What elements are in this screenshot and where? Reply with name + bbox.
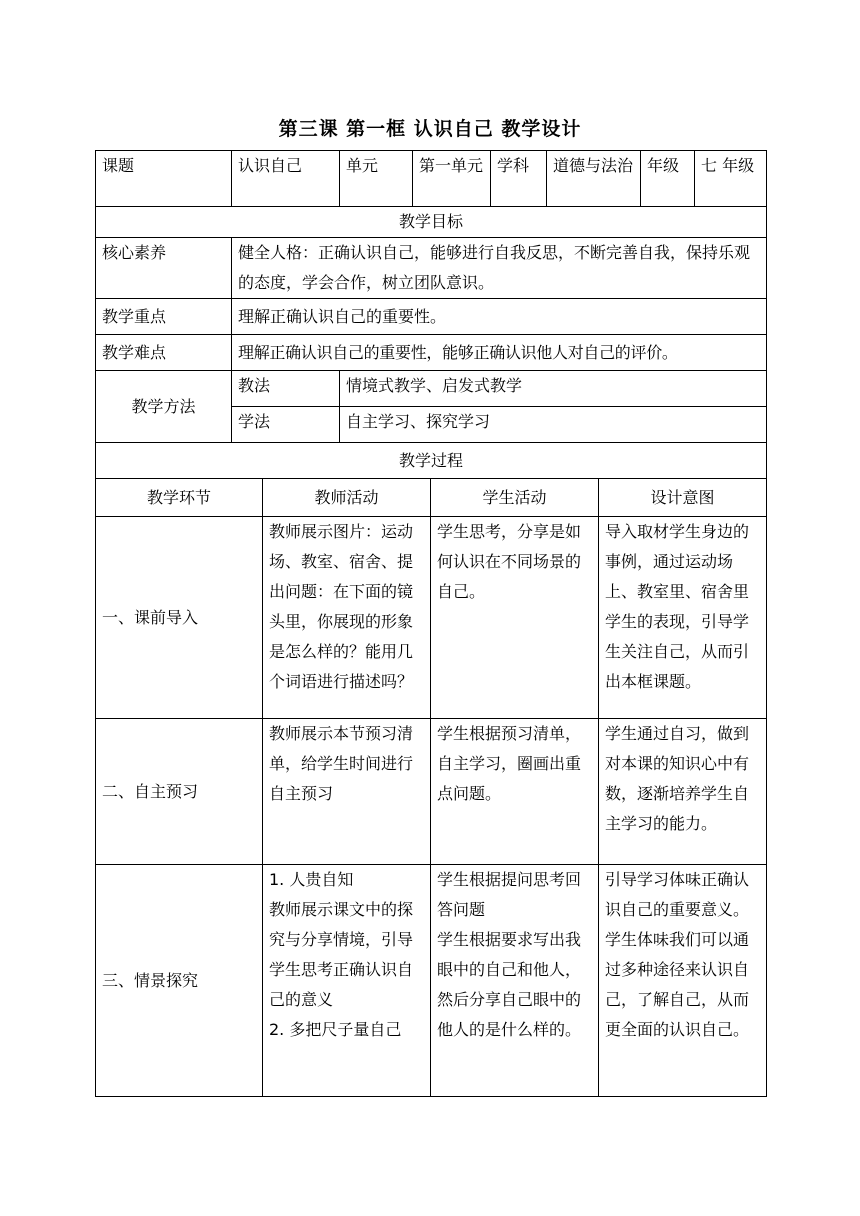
column-teacher: 教师活动 xyxy=(263,479,431,517)
process-columns-row xyxy=(96,479,767,517)
goals-header: 教学目标 xyxy=(96,207,767,238)
teacher-activity: 教师展示图片：运动场、教室、宿舍、提出问题：在下面的镜头里，你展现的形象是怎么样的？能用几个词语进行描述吗？ xyxy=(263,517,431,719)
subject-label: 学科 xyxy=(491,151,547,207)
learn-method-label: 学法 xyxy=(232,407,340,443)
key-point-row xyxy=(96,299,767,335)
learn-method-text: 自主学习、探究学习 xyxy=(340,407,767,443)
process-header: 教学过程 xyxy=(96,443,767,479)
core-literacy-label: 核心素养 xyxy=(96,238,232,299)
stage-cell: 三、情景探究 xyxy=(96,865,263,1097)
teacher-activity-line: 教师展示课文中的探究与分享情境，引导学生思考正确认识自己的意义 xyxy=(269,900,414,1009)
unit-label: 单元 xyxy=(340,151,413,207)
teach-method-text: 情境式教学、启发式教学 xyxy=(340,371,767,407)
student-activity xyxy=(431,865,599,1097)
grade-label: 年级 xyxy=(641,151,695,207)
process-row xyxy=(96,719,767,865)
design-intent: 学生通过自习，做到对本课的知识心中有数，逐渐培养学生自主学习的能力。 xyxy=(599,719,767,865)
teacher-activity: 教师展示本节预习清单，给学生时间进行自主预习 xyxy=(263,719,431,865)
difficult-point-text: 理解正确认识自己的重要性，能够正确认识他人对自己的评价。 xyxy=(232,335,767,371)
column-intent: 设计意图 xyxy=(599,479,767,517)
student-activity: 学生思考，分享是如何认识在不同场景的自己。 xyxy=(431,517,599,719)
stage-cell: 一、课前导入 xyxy=(96,517,263,719)
column-stage: 教学环节 xyxy=(96,479,263,517)
column-student: 学生活动 xyxy=(431,479,599,517)
document-title: 第三课 第一框 认识自己 教学设计 xyxy=(278,118,582,140)
difficult-point-row xyxy=(96,335,767,371)
design-intent: 导入取材学生身边的事例，通过运动场上、教室里、宿舍里学生的表现，引导学生关注自己，从而引出本框课题。 xyxy=(599,517,767,719)
lesson-plan xyxy=(95,150,766,1097)
difficult-point-label: 教学难点 xyxy=(96,335,232,371)
process-table xyxy=(95,478,767,1097)
student-activity-line: 学生根据要求写出我眼中的自己和他人，然后分享自己眼中的他人的是什么样的。 xyxy=(437,930,582,1039)
process-row xyxy=(96,517,767,719)
info-goals-table xyxy=(95,150,767,479)
info-row xyxy=(96,151,767,207)
teacher-activity-line: 2. 多把尺子量自己 xyxy=(269,1020,402,1039)
stage-cell: 二、自主预习 xyxy=(96,719,263,865)
process-row xyxy=(96,865,767,1097)
method-row-teach xyxy=(96,371,767,407)
key-point-label: 教学重点 xyxy=(96,299,232,335)
topic-label: 课题 xyxy=(96,151,232,207)
design-intent: 引导学习体味正确认识自己的重要意义。学生体味我们可以通过多种途径来认识自己，了解自己，从而更全面的认识自己。 xyxy=(599,865,767,1097)
topic-value: 认识自己 xyxy=(232,151,340,207)
teach-method-label: 教法 xyxy=(232,371,340,407)
core-literacy-row xyxy=(96,238,767,299)
student-activity-line: 学生根据提问思考回答问题 xyxy=(437,870,582,919)
teacher-activity-line: 1. 人贵自知 xyxy=(269,870,354,889)
subject-value: 道德与法治 xyxy=(547,151,641,207)
key-point-text: 理解正确认识自己的重要性。 xyxy=(232,299,767,335)
student-activity: 学生根据预习清单，自主学习，圈画出重点问题。 xyxy=(431,719,599,865)
method-label: 教学方法 xyxy=(96,371,232,443)
core-literacy-text: 健全人格：正确认识自己，能够进行自我反思，不断完善自我，保持乐观的态度，学会合作，树立团队意识。 xyxy=(232,238,767,299)
grade-value: 七 年级 xyxy=(695,151,767,207)
unit-value: 第一单元 xyxy=(413,151,491,207)
teacher-activity xyxy=(263,865,431,1097)
